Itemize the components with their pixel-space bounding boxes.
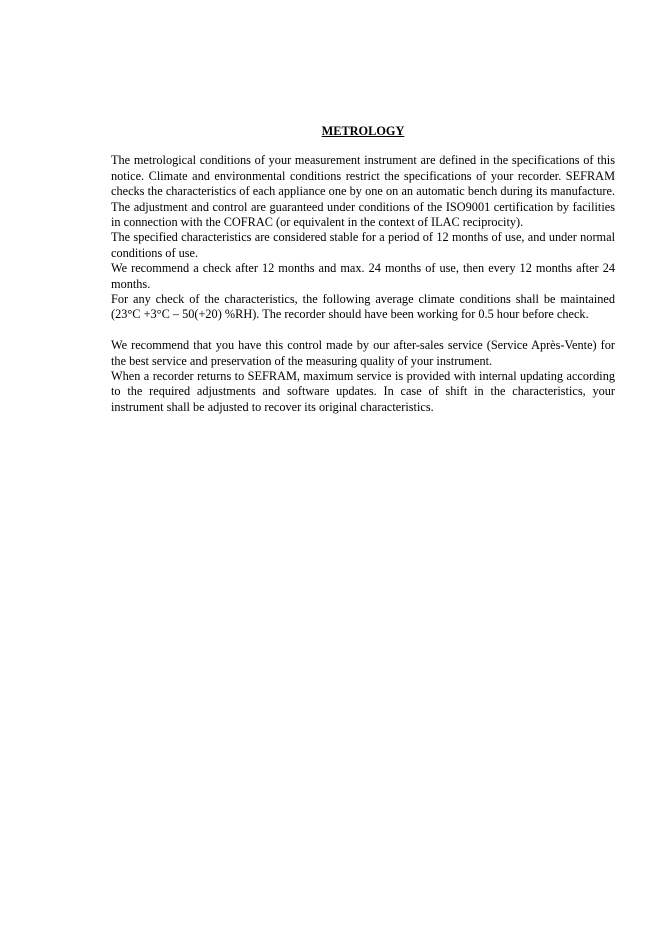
paragraph-after-sales: We recommend that you have this control made by our after-sales service (Service Après-Vente) for the best service and preservation of the measuring quality of your instrument. [111, 338, 615, 368]
paragraph-metrological-conditions: The metrological conditions of your measurement instrument are defined in the specifications of this notice. Climate and environmental conditions restrict the specifications of your recorder. SEFRAM checks the characteristics of each appliance one by one on an automatic bench during its manufacture. The adjustment and control are guaranteed under conditions of the ISO9001 certification by facilities in connection with the COFRAC (or equivalent in the context of ILAC reciprocity). [111, 153, 615, 230]
paragraph-stability: The specified characteristics are considered stable for a period of 12 months of use, and under normal conditions of use. [111, 230, 615, 260]
paragraph-climate-conditions: For any check of the characteristics, the following average climate conditions shall be maintained (23°C +3°C – 50(+20) %RH). The recorder should have been working for 0.5 hour before check. [111, 292, 615, 322]
page-title: METROLOGY [321, 124, 405, 138]
paragraph-check-interval: We recommend a check after 12 months and max. 24 months of use, then every 12 months after 24 months. [111, 261, 615, 291]
paragraph-spacer [111, 323, 615, 338]
paragraph-return-service: When a recorder returns to SEFRAM, maximum service is provided with internal updating according to the required adjustments and software updates. In case of shift in the characteristics, your instrument shall be adjusted to recover its original characteristics. [111, 369, 615, 414]
document-body [111, 124, 615, 415]
